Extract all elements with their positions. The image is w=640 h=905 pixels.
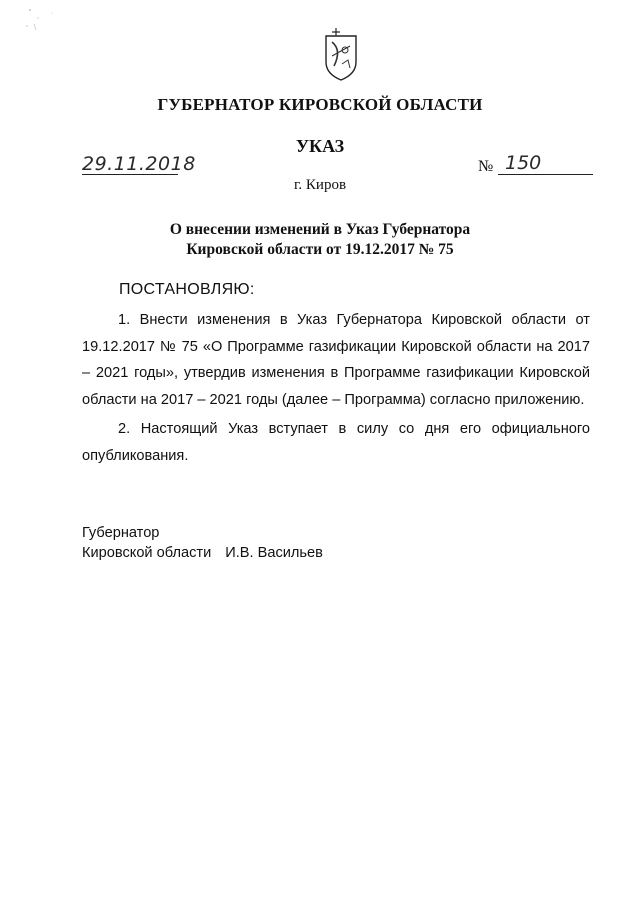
coat-of-arms-emblem bbox=[322, 26, 360, 82]
paragraph: 2. Настоящий Указ вступает в силу со дня его официального опубликования. bbox=[82, 421, 590, 464]
document-title bbox=[120, 220, 520, 260]
signatory-name: И.В. Васильев bbox=[225, 545, 323, 561]
scan-artifact bbox=[24, 4, 64, 34]
signatory-position: Губернатор bbox=[82, 525, 160, 541]
signature-block bbox=[82, 523, 323, 563]
number-underline bbox=[498, 174, 593, 175]
signatory-region: Кировской области bbox=[82, 545, 212, 561]
title-line: Кировской области от 19.12.2017 № 75 bbox=[186, 241, 454, 258]
organization-heading: ГУБЕРНАТОР КИРОВСКОЙ ОБЛАСТИ bbox=[157, 95, 483, 114]
document-body bbox=[82, 307, 590, 469]
document-number: 150 bbox=[505, 152, 542, 174]
title-line: О внесении изменений в Указ Губернатора bbox=[169, 221, 471, 238]
date-underline bbox=[82, 174, 178, 175]
decree-word: ПОСТАНОВЛЯЮ: bbox=[119, 281, 255, 298]
number-label: № bbox=[478, 158, 494, 175]
document-type: УКАЗ bbox=[295, 136, 345, 156]
paragraph: 1. Внести изменения в Указ Губернатора Кировской области от 19.12.2017 № 75 «О Программе газификации Кировской области на 2017 – 2021 годы», утвердив изменения в Программе газификации Кировской области на 2017 – 2021 годы (далее – Программа) согласно приложению. bbox=[82, 312, 590, 408]
city: г. Киров bbox=[293, 177, 347, 193]
document-date: 29.11.2018 bbox=[82, 153, 196, 175]
